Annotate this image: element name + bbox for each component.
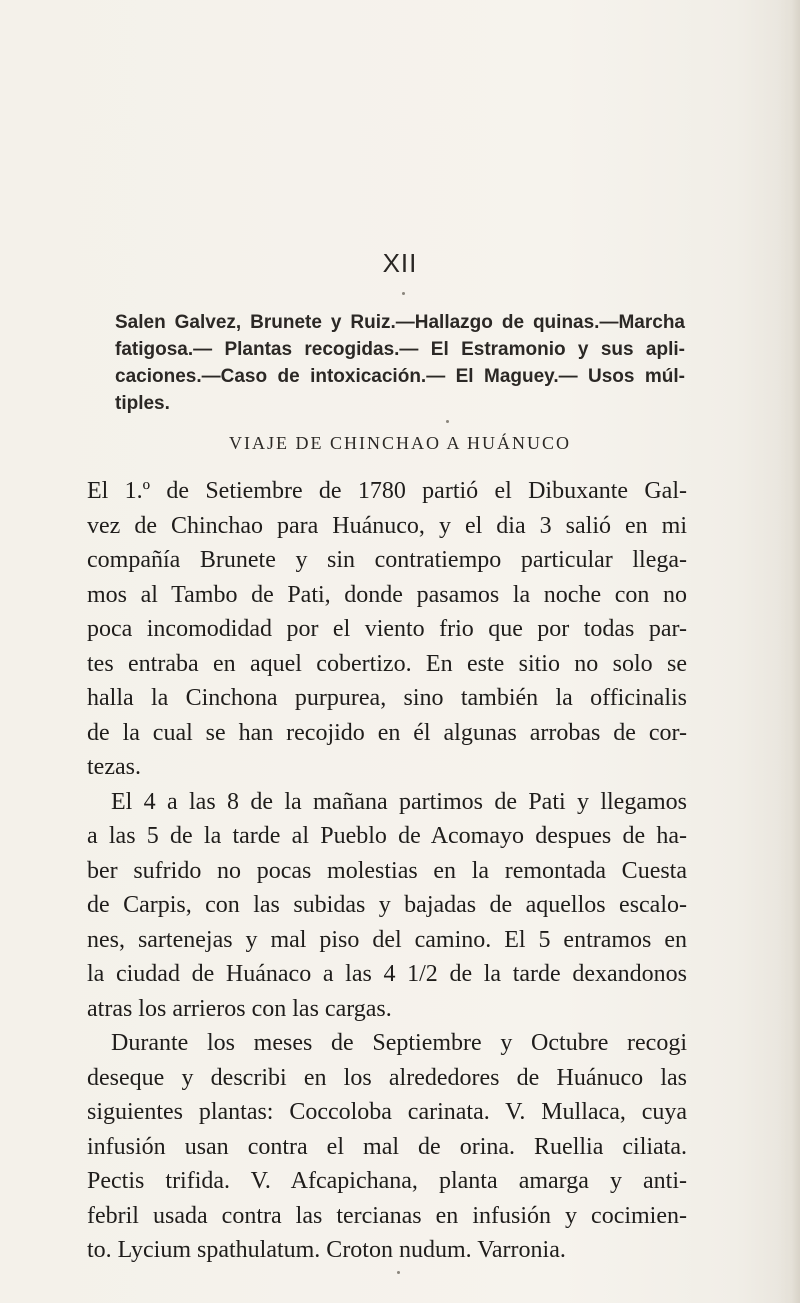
body-line: El 1.º de Setiembre de 1780 partió el Dibuxante Gal-	[87, 478, 687, 504]
body-line: atras los arrieros con las cargas.	[87, 995, 392, 1022]
body-line: febril usada contra las tercianas en infusión y cocimien-	[87, 1202, 687, 1229]
body-line: El 4 a las 8 de la mañana partimos de Pati y llegamos	[111, 788, 687, 815]
body-line: a las 5 de la tarde al Pueblo de Acomayo despues de ha-	[87, 823, 687, 849]
body-line: vez de Chinchao para Huánuco, y el dia 3 salió en mi	[87, 512, 687, 539]
summary-line: caciones.—Caso de intoxicación.— El Maguey.— Usos múl-	[115, 366, 685, 387]
body-line: to. Lycium spathulatum. Croton nudum. Varronia.	[87, 1237, 566, 1263]
speck-mark	[446, 420, 449, 423]
section-title: VIAJE DE CHINCHAO A HUÁNUCO	[229, 433, 571, 453]
chapter-number: XII	[382, 248, 418, 278]
body-line: nes, sartenejas y mal piso del camino. El 5 entramos en	[87, 926, 687, 953]
page-edge-shadow	[778, 0, 800, 1303]
chapter-summary	[115, 309, 685, 417]
body-line: poca incomodidad por el viento frio que por todas par-	[87, 616, 687, 642]
body-line: de Carpis, con las subidas y bajadas de aquellos escalo-	[87, 892, 687, 918]
body-text	[87, 474, 687, 1268]
body-line: infusión usan contra el mal de orina. Ruellia ciliata.	[87, 1133, 687, 1160]
speck-mark	[397, 1271, 400, 1274]
speck-mark	[402, 292, 405, 295]
body-line: tezas.	[87, 754, 141, 780]
summary-line: Salen Galvez, Brunete y Ruiz.—Hallazgo de quinas.—Marcha	[115, 312, 685, 333]
body-line: tes entraba en aquel cobertizo. En este sitio no solo se	[87, 650, 687, 677]
body-line: halla la Cinchona purpurea, sino también la officinalis	[87, 685, 687, 711]
body-line: mos al Tambo de Pati, donde pasamos la noche con no	[87, 581, 687, 608]
body-line: deseque y describi en los alrededores de Huánuco las	[87, 1064, 687, 1091]
body-line: Pectis trifida. V. Afcapichana, planta amarga y anti-	[87, 1168, 687, 1194]
summary-line: fatigosa.— Plantas recogidas.— El Estramonio y sus apli-	[115, 339, 685, 360]
body-line: siguientes plantas: Coccoloba carinata. V. Mullaca, cuya	[87, 1099, 687, 1125]
body-line: la ciudad de Huánaco a las 4 1/2 de la tarde dexandonos	[87, 961, 687, 987]
body-line: compañía Brunete y sin contratiempo particular llega-	[87, 547, 687, 573]
body-line: ber sufrido no pocas molestias en la remontada Cuesta	[87, 857, 687, 884]
summary-line: tiples.	[115, 393, 170, 414]
body-line: Durante los meses de Septiembre y Octubre recogi	[111, 1030, 687, 1056]
body-line: de la cual se han recojido en él algunas arrobas de cor-	[87, 719, 687, 746]
